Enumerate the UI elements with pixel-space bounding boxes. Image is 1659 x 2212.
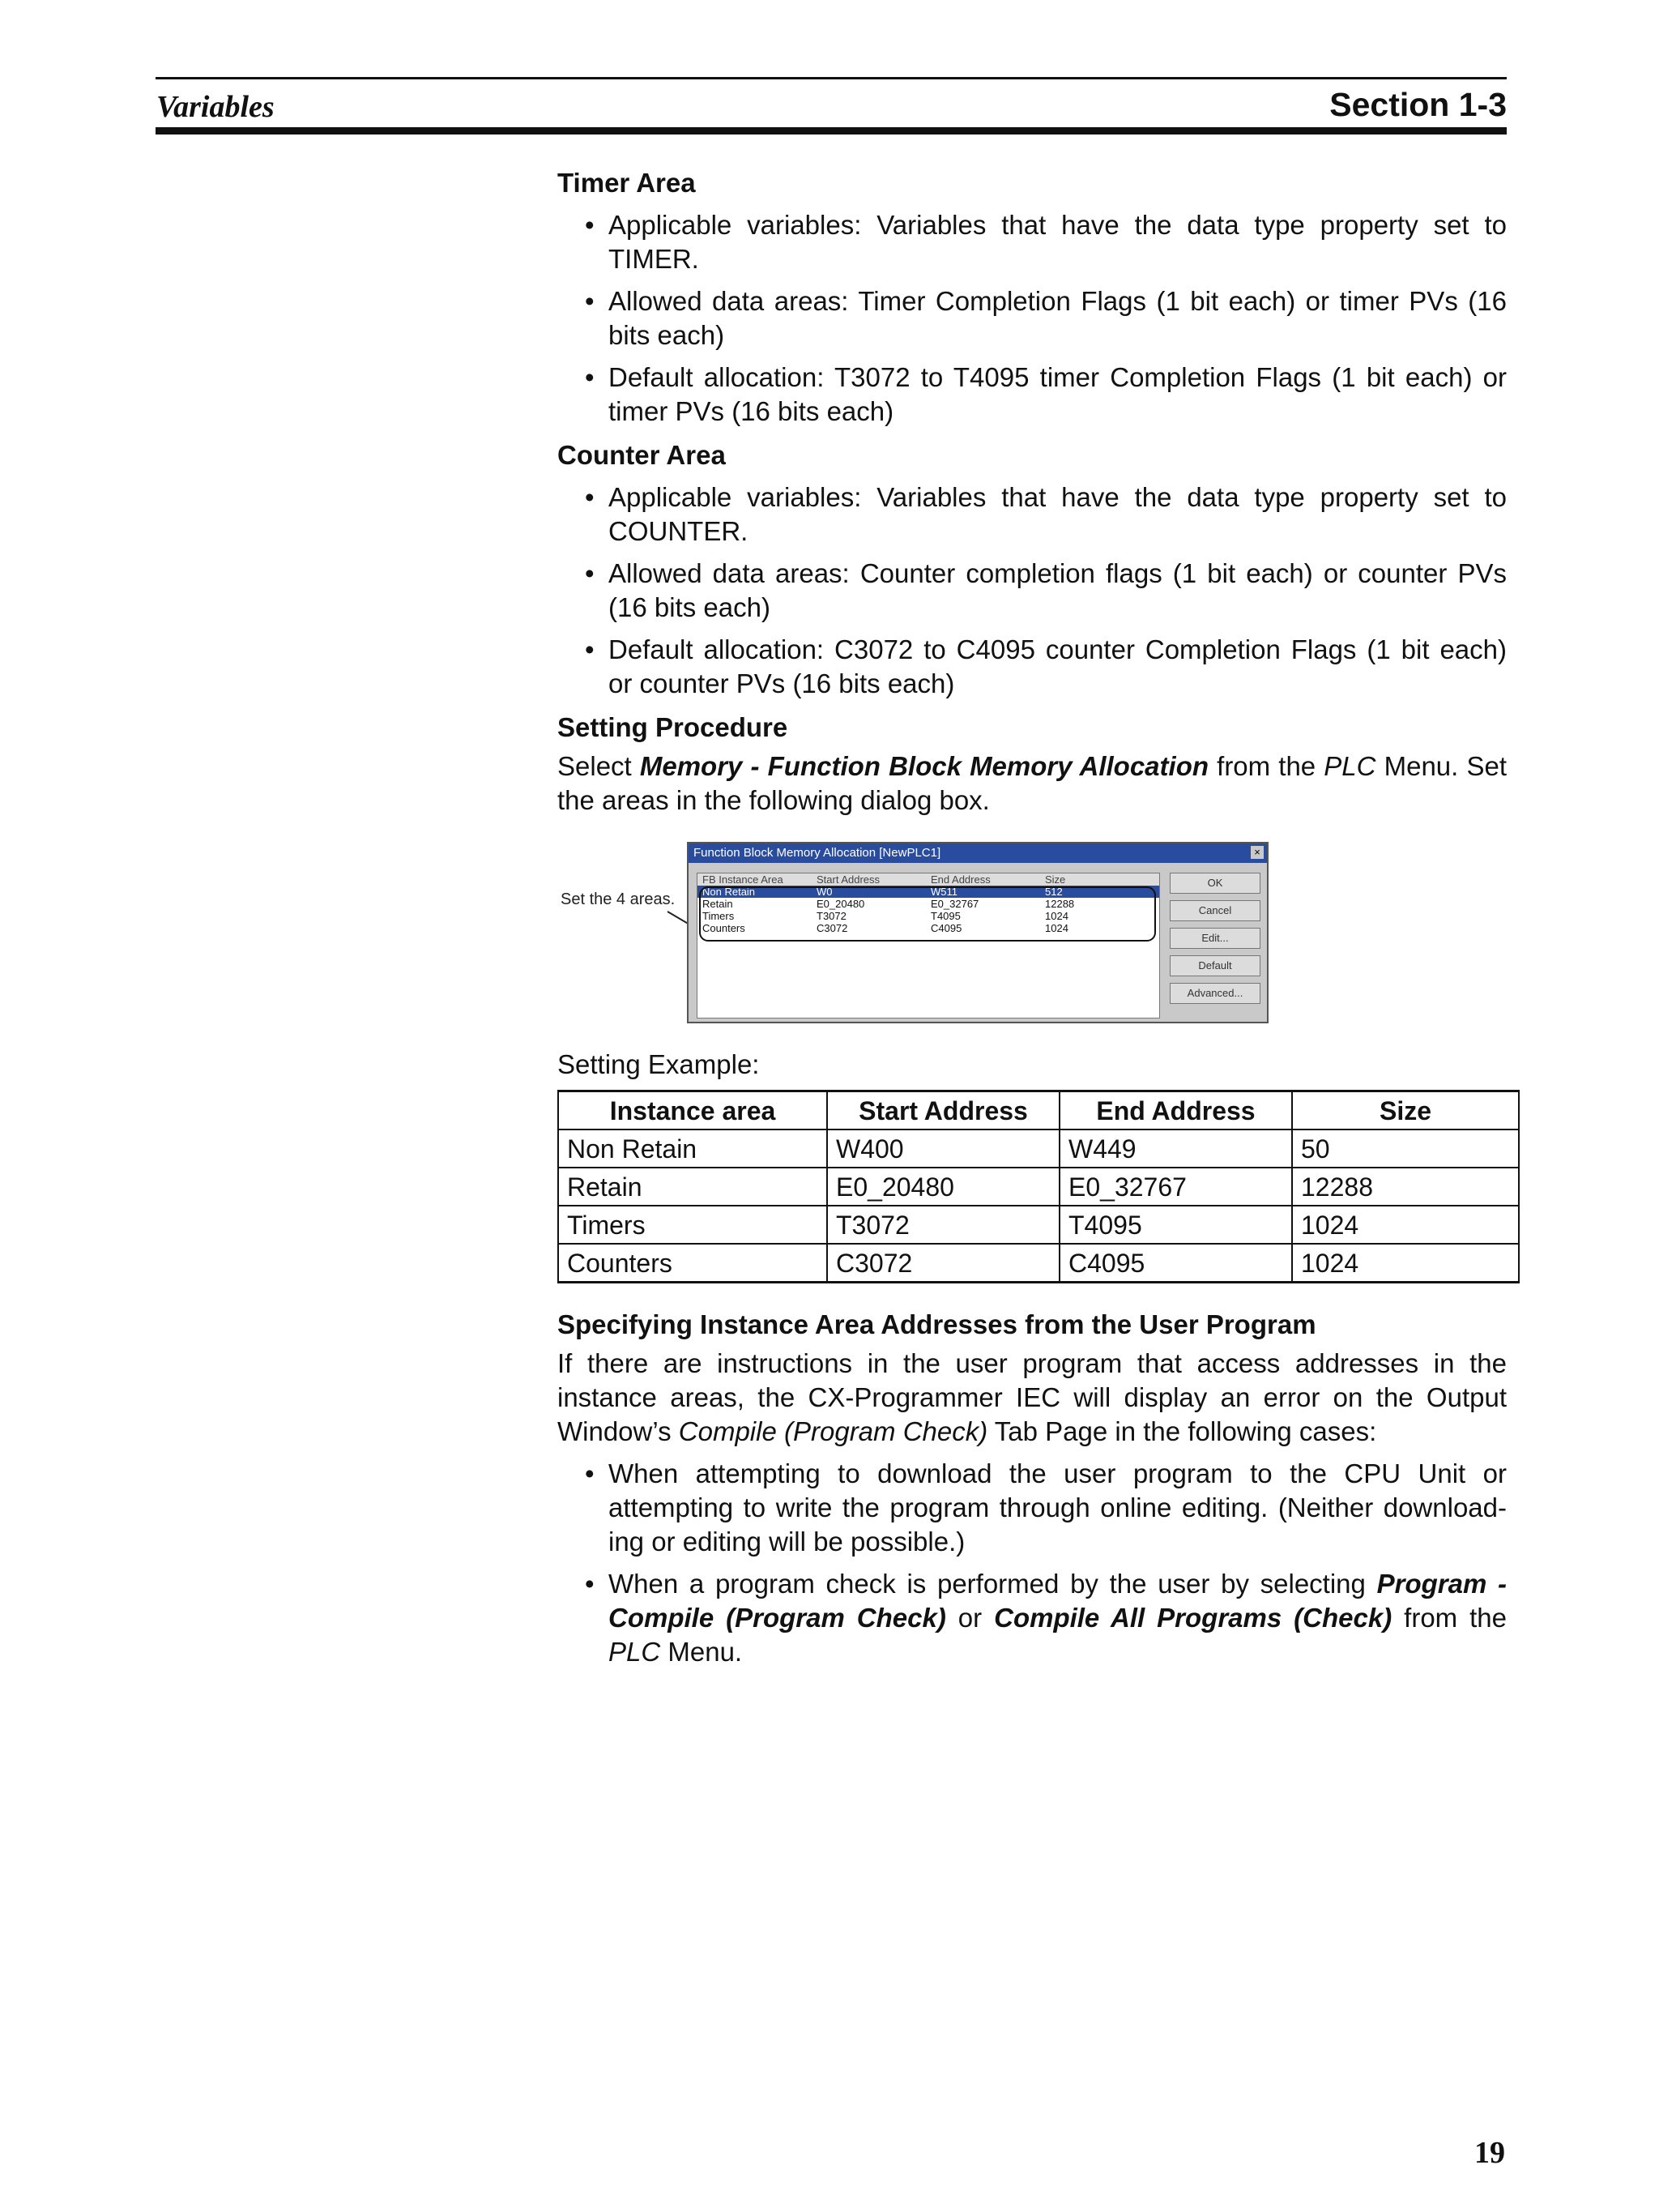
table-cell: C4095	[1060, 1244, 1292, 1283]
table-cell: C3072	[827, 1244, 1060, 1283]
counter-area-heading: Counter Area	[557, 440, 726, 470]
page-content	[557, 166, 1507, 1677]
table-cell: W449	[1060, 1129, 1292, 1168]
table-cell: T3072	[827, 1206, 1060, 1244]
selection-highlight-outline	[699, 886, 1158, 943]
setting-procedure-text: Select Memory - Function Block Memory Allocation from the PLC Menu. Set the areas in the following dialog box.	[557, 751, 1507, 815]
specifying-list	[557, 1457, 1507, 1669]
timer-area-list	[557, 208, 1507, 429]
dialog-title-bar	[689, 843, 1267, 863]
running-header-title: Variables	[156, 90, 275, 124]
specifying-text: If there are instructions in the user program that access addresses in the instance areas, the CX-Programmer IEC will display an error on the Output Window’s Compile (Program Check) Tab Page in the following cases:	[557, 1348, 1507, 1446]
list-item: • When attempting to download the user program to the CPU Unit or attempting to write the program through online editing. (Neither download-ing or editing will be possible.)	[557, 1457, 1507, 1559]
list-item: • Applicable variables: Variables that have the data type property set to TIMER.	[557, 208, 1507, 276]
setting-example-label: Setting Example:	[557, 1049, 760, 1079]
page-number: 19	[1474, 2136, 1505, 2170]
table-cell: Retain	[558, 1168, 827, 1206]
instance-area-list	[697, 873, 1160, 1018]
dialog-button-column	[1170, 873, 1260, 1010]
table-cell: Non Retain	[558, 1129, 827, 1168]
column-header: End Address	[1060, 1091, 1292, 1130]
list-item: • Allowed data areas: Counter completion flags (1 bit each) or counter PVs (16 bits each)	[557, 557, 1507, 625]
table-cell: Timers	[558, 1206, 827, 1244]
column-header: Size	[1292, 1091, 1519, 1130]
header-rule-bottom	[156, 127, 1507, 135]
list-item: • When a program check is performed by the user by selecting Program - Compile (Program Check) or Compile All Programs (Check) from the PLC Menu.	[557, 1567, 1507, 1669]
table-cell: 12288	[1292, 1168, 1519, 1206]
header-rule-top	[156, 77, 1507, 79]
memory-allocation-dialog	[687, 842, 1269, 1023]
table-row	[558, 1206, 1519, 1244]
figure-callout: Set the 4 areas.	[561, 890, 676, 908]
cancel-button[interactable]: Cancel	[1170, 900, 1260, 921]
counter-area-list	[557, 480, 1507, 701]
list-item: • Allowed data areas: Timer Completion Flags (1 bit each) or timer PVs (16 bits each)	[557, 284, 1507, 352]
dialog-title: Function Block Memory Allocation [NewPLC1]	[693, 846, 941, 860]
table-cell: 1024	[1292, 1206, 1519, 1244]
edit-button[interactable]: Edit...	[1170, 928, 1260, 949]
setting-example-table	[557, 1090, 1520, 1283]
table-cell: Counters	[558, 1244, 827, 1283]
table-cell: E0_20480	[827, 1168, 1060, 1206]
table-row	[558, 1244, 1519, 1283]
list-item: • Default allocation: C3072 to C4095 counter Completion Flags (1 bit each) or counter PVs (16 bits each)	[557, 633, 1507, 701]
specifying-heading: Specifying Instance Area Addresses from the User Program	[557, 1309, 1316, 1339]
list-item[interactable]: Non Retain W0 W511 512	[697, 886, 1159, 898]
list-item[interactable]: Timers T3072 T4095 1024	[702, 910, 1068, 922]
table-header-row	[558, 1091, 1519, 1130]
dialog-screenshot-figure	[557, 842, 1507, 1030]
table-row	[558, 1168, 1519, 1206]
timer-area-heading: Timer Area	[557, 168, 696, 198]
column-header: Start Address	[827, 1091, 1060, 1130]
table-cell: E0_32767	[1060, 1168, 1292, 1206]
table-cell: T4095	[1060, 1206, 1292, 1244]
table-cell: W400	[827, 1129, 1060, 1168]
ok-button[interactable]: OK	[1170, 873, 1260, 894]
running-header-section: Section 1-3	[1329, 86, 1507, 123]
close-icon[interactable]: ×	[1251, 846, 1264, 859]
table-cell: 50	[1292, 1129, 1519, 1168]
default-button[interactable]: Default	[1170, 955, 1260, 976]
list-item: • Applicable variables: Variables that have the data type property set to COUNTER.	[557, 480, 1507, 549]
column-header: Instance area	[558, 1091, 827, 1130]
setting-procedure-heading: Setting Procedure	[557, 712, 788, 742]
list-header: FB Instance Area Start Address End Address Size	[697, 873, 1159, 886]
table-row	[558, 1129, 1519, 1168]
list-item[interactable]: Retain E0_20480 E0_32767 12288	[702, 898, 1075, 910]
list-item: • Default allocation: T3072 to T4095 timer Completion Flags (1 bit each) or timer PVs (16 bits each)	[557, 361, 1507, 429]
list-item[interactable]: Counters C3072 C4095 1024	[702, 922, 1068, 934]
table-cell: 1024	[1292, 1244, 1519, 1283]
advanced-button[interactable]: Advanced...	[1170, 983, 1260, 1004]
